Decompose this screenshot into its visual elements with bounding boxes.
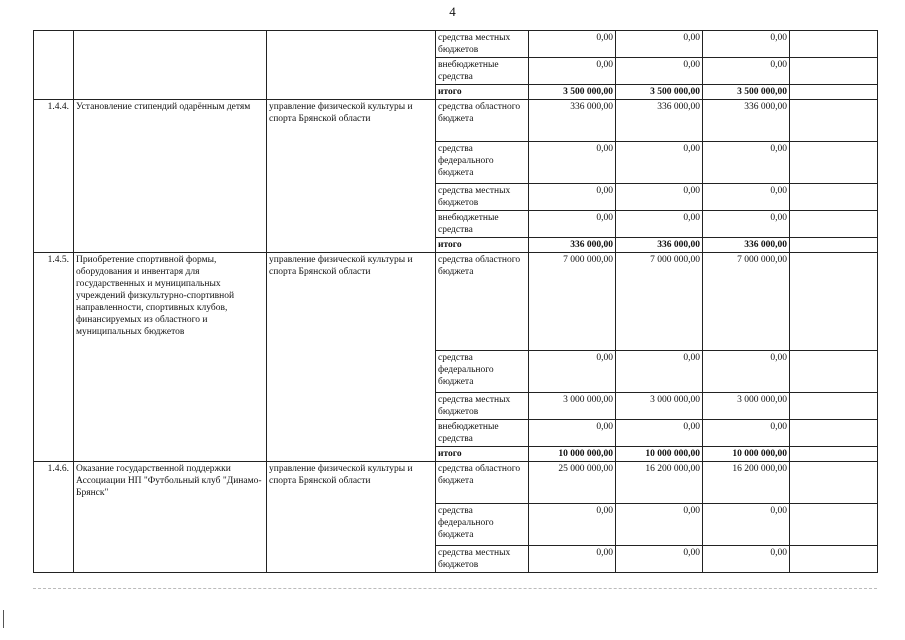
funding-source: средства местных бюджетов [436,31,529,58]
table-row [34,31,878,58]
amount-year-2: 0,00 [616,142,703,184]
funding-source: средства местных бюджетов [436,393,529,420]
amount-year-3: 0,00 [703,351,790,393]
empty-cell [790,351,878,393]
scan-margin-mark [3,610,4,628]
funding-source: средства областного бюджета [436,100,529,142]
measure-code: 1.4.5. [34,253,74,462]
empty-cell [790,211,878,238]
empty-cell [790,100,878,142]
amount-year-3: 0,00 [703,31,790,58]
funding-source: средства местных бюджетов [436,546,529,573]
empty-cell [790,462,878,504]
amount-year-2: 10 000 000,00 [616,447,703,462]
funding-source: средства местных бюджетов [436,184,529,211]
funding-source: средства областного бюджета [436,253,529,351]
amount-year-1: 25 000 000,00 [529,462,616,504]
amount-year-2: 0,00 [616,58,703,85]
funding-source: итого [436,238,529,253]
measure-executor: управление физической культуры и спорта Брянской области [267,253,436,462]
amount-year-2: 0,00 [616,351,703,393]
empty-cell [790,85,878,100]
amount-year-2: 336 000,00 [616,238,703,253]
amount-year-1: 0,00 [529,351,616,393]
amount-year-1: 10 000 000,00 [529,447,616,462]
measure-executor [267,31,436,100]
amount-year-2: 3 500 000,00 [616,85,703,100]
page-number: 4 [449,4,456,19]
amount-year-2: 336 000,00 [616,100,703,142]
amount-year-1: 0,00 [529,546,616,573]
funding-source: итого [436,85,529,100]
amount-year-1: 0,00 [529,504,616,546]
amount-year-2: 3 000 000,00 [616,393,703,420]
amount-year-1: 0,00 [529,420,616,447]
amount-year-2: 7 000 000,00 [616,253,703,351]
amount-year-1: 0,00 [529,211,616,238]
measure-code [34,31,74,100]
amount-year-2: 0,00 [616,184,703,211]
empty-cell [790,58,878,85]
measure-name: Установление стипендий одарённым детям [74,100,267,253]
amount-year-2: 0,00 [616,31,703,58]
amount-year-2: 0,00 [616,420,703,447]
funding-source: средства федерального бюджета [436,351,529,393]
amount-year-3: 0,00 [703,184,790,211]
funding-source: средства федерального бюджета [436,142,529,184]
amount-year-1: 7 000 000,00 [529,253,616,351]
funding-source: внебюджетные средства [436,420,529,447]
table-row [34,462,878,504]
measure-name: Приобретение спортивной формы, оборудования и инвентаря для государственных и муниципальных учреждений физкультурно-спортивной направленности, спортивных клубов, финансируемых из областного и муниципальных бюджетов [74,253,267,462]
measure-name [74,31,267,100]
amount-year-1: 3 000 000,00 [529,393,616,420]
amount-year-1: 336 000,00 [529,100,616,142]
empty-cell [790,184,878,211]
empty-cell [790,238,878,253]
table-row [34,100,878,142]
amount-year-1: 0,00 [529,58,616,85]
amount-year-1: 0,00 [529,142,616,184]
amount-year-2: 0,00 [616,546,703,573]
amount-year-3: 7 000 000,00 [703,253,790,351]
measure-name: Оказание государственной поддержки Ассоциации НП "Футбольный клуб "Динамо-Брянск" [74,462,267,573]
amount-year-2: 0,00 [616,504,703,546]
measure-code: 1.4.6. [34,462,74,573]
table-row [34,253,878,351]
empty-cell [790,504,878,546]
empty-cell [790,420,878,447]
amount-year-3: 336 000,00 [703,238,790,253]
amount-year-3: 16 200 000,00 [703,462,790,504]
measure-executor: управление физической культуры и спорта Брянской области [267,462,436,573]
amount-year-1: 336 000,00 [529,238,616,253]
amount-year-3: 10 000 000,00 [703,447,790,462]
amount-year-3: 0,00 [703,142,790,184]
measure-code: 1.4.4. [34,100,74,253]
funding-source: средства областного бюджета [436,462,529,504]
funding-source: средства федерального бюджета [436,504,529,546]
amount-year-3: 0,00 [703,546,790,573]
amount-year-2: 0,00 [616,211,703,238]
funding-source: внебюджетные средства [436,211,529,238]
amount-year-3: 3 000 000,00 [703,393,790,420]
measure-executor: управление физической культуры и спорта Брянской области [267,100,436,253]
amount-year-1: 3 500 000,00 [529,85,616,100]
amount-year-3: 3 500 000,00 [703,85,790,100]
amount-year-1: 0,00 [529,184,616,211]
empty-cell [790,253,878,351]
funding-source: итого [436,447,529,462]
empty-cell [790,447,878,462]
empty-cell [790,393,878,420]
funding-source: внебюджетные средства [436,58,529,85]
amount-year-3: 0,00 [703,58,790,85]
amount-year-3: 0,00 [703,504,790,546]
empty-cell [790,31,878,58]
amount-year-1: 0,00 [529,31,616,58]
amount-year-3: 336 000,00 [703,100,790,142]
table-body [34,31,878,573]
amount-year-3: 0,00 [703,420,790,447]
financing-table [33,30,878,573]
page-cut-line [33,588,877,589]
amount-year-3: 0,00 [703,211,790,238]
empty-cell [790,142,878,184]
empty-cell [790,546,878,573]
amount-year-2: 16 200 000,00 [616,462,703,504]
